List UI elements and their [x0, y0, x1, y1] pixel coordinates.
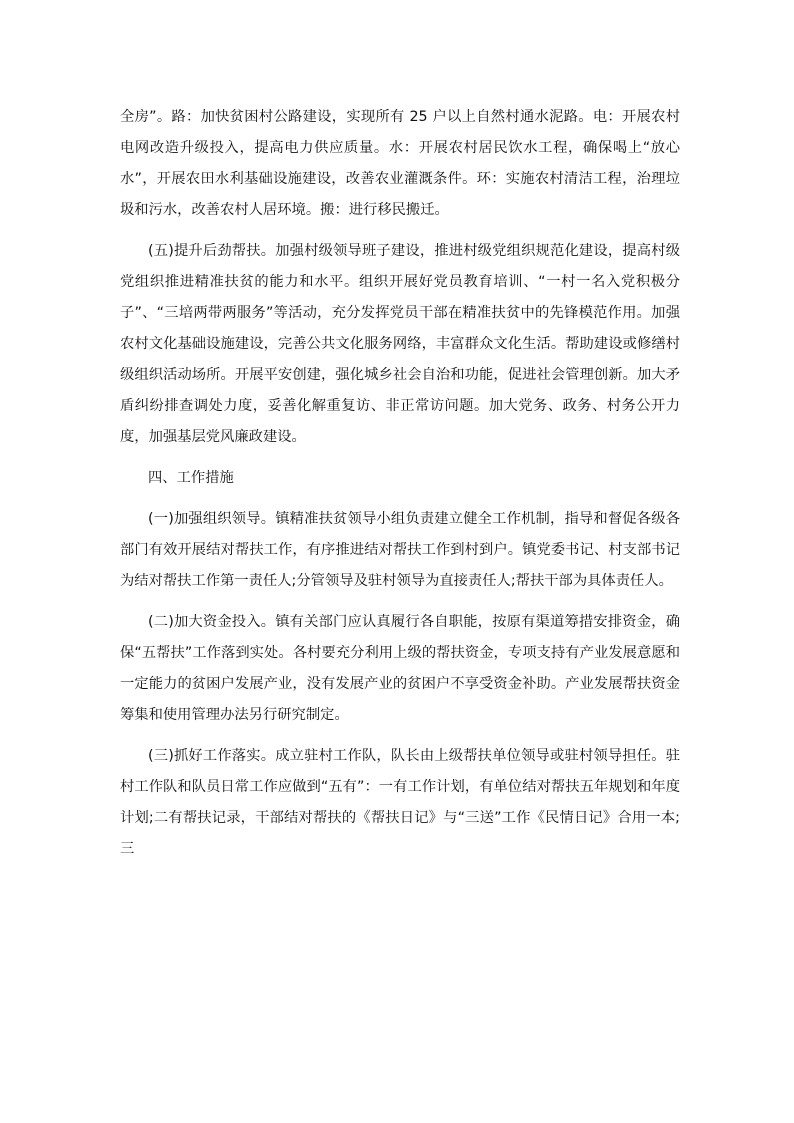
paragraph-2-funding-investment: (二)加大资金投入。镇有关部门应认真履行各自职能，按原有渠道筹措安排资金，确保“五帮扶”工作落到实处。各村要充分利用上级的帮扶资金，专项支持有产业发展意愿和一定能力的贫困户发展产业，没有发展产业的贫困户不享受资金补助。产业发展帮扶资金筹集和使用管理办法另行研究制定。 [120, 614, 680, 723]
paragraph-3-work-implementation: (三)抓好工作落实。成立驻村工作队，队长由上级帮扶单位领导或驻村领导担任。驻村工作队和队员日常工作应做到“五有”：一有工作计划，有单位结对帮扶五年规划和年度计划;二有帮扶记录，干部结对帮扶的《帮扶日记》与“三送”工作《民情日记》合用一本;三 [120, 748, 680, 857]
paragraph-5-boost-momentum: (五)提升后劲帮扶。加强村级领导班子建设，推进村级党组织规范化建设，提高村级党组织推进精准扶贫的能力和水平。组织开展好党员教育培训、“一村一名入党积极分子”、“三培两带两服务”等活动，充分发挥党员干部在精准扶贫中的先锋模范作用。加强农村文化基础设施建设，完善公共文化服务网络，丰富群众文化生活。帮助建设或修缮村级组织活动场所。开展平安创建，强化城乡社会自治和功能，促进社会管理创新。加大矛盾纠纷排查调处力度，妥善化解重复访、非正常访问题。加大党务、政务、村务公开力度，加强基层党风廉政建设。 [120, 243, 680, 445]
document-body [120, 102, 680, 875]
section-heading-work-measures: 四、工作措施 [148, 470, 234, 486]
paragraph-1-organization-leadership: (一)加强组织领导。镇精准扶贫领导小组负责建立健全工作机制，指导和督促各级各部门有效开展结对帮扶工作，有序推进结对帮扶工作到村到户。镇党委书记、村支部书记为结对帮扶工作第一责任人;分管领导及驻村领导为直接责任人;帮扶干部为具体责任人。 [120, 511, 680, 589]
paragraph-infrastructure-continued: 全房”。路：加快贫困村公路建设，实现所有 25 户以上自然村通水泥路。电：开展农村电网改造升级投入，提高电力供应质量。水：开展农村居民饮水工程，确保喝上“放心水”，开展农田水利基础设施建设，改善农业灌溉条件。环：实施农村清洁工程，治理垃圾和污水，改善农村人居环境。搬：进行移民搬迁。 [120, 109, 680, 218]
